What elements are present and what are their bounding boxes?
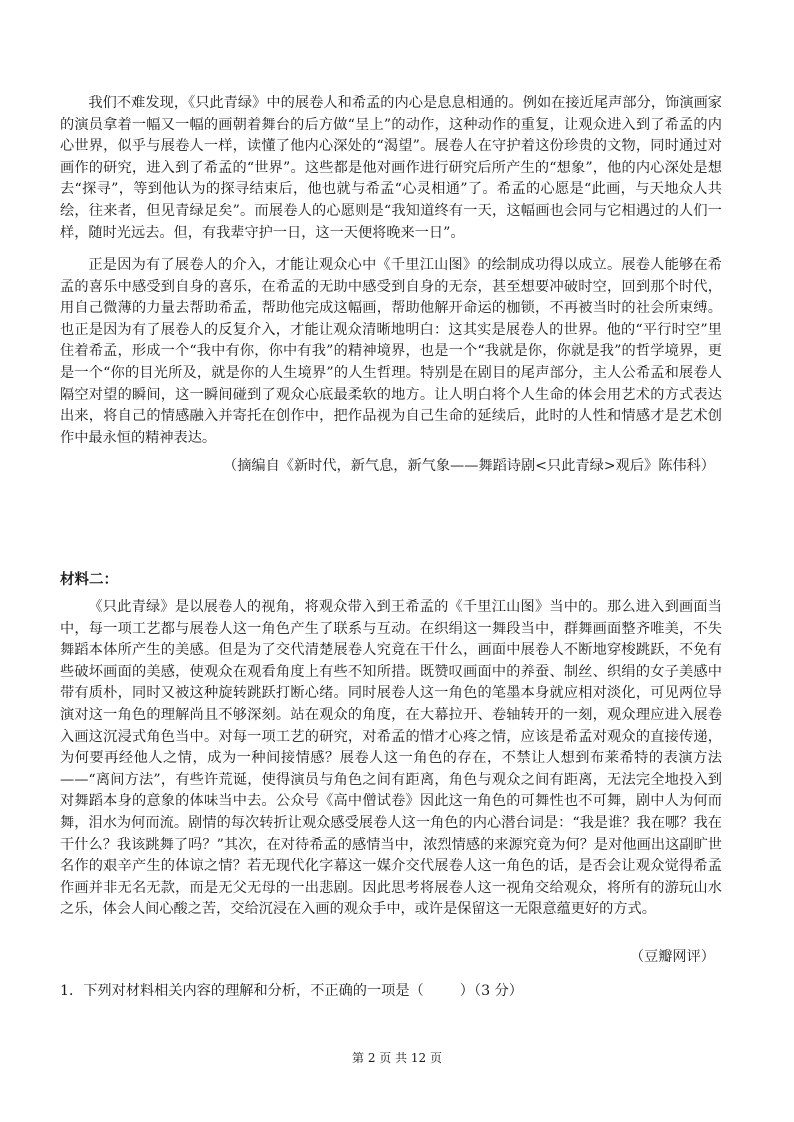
paragraph-material-two: 《只此青绿》是以展卷人的视角，将观众带入到王希孟的《千里江山图》当中的。那么进入到画面当中，每一项工艺都与展卷人这一角色产生了联系与互动。在织绢这一舞段当中，群舞画面整齐唯美，不失舞蹈本体所产生的美感。但是为了交代清楚展卷人究竟在干什么，画面中展卷人不断地穿梭跳跃，不免有些破坏画面的美感，使观众在观看角度上有些不知所措。既赞叹画面中的养蚕、制丝、织绢的女子美感中带有质朴，同时又被这种旋转跳跃打断心绪。同时展卷人这一角色的笔墨本身就应相对淡化，可见两位导演对这一角色的理解尚且不够深刻。站在观众的角度，在大幕拉开、卷轴转开的一刻，观众理应进入展卷入画这沉浸式角色当中。对每一项工艺的研究，对希孟的惜才心疼之情，应该是希孟对观众的直接传递，为何要再经他人之情，成为一种间接情感？展卷人这一角色的存在，不禁让人想到布莱希特的表演方法——“离间方法”，有些许荒诞，使得演员与角色之间有距离，角色与观众之间有距离，无法完全地投入到对舞蹈本身的意象的体味当中去。公众号《高中僧试卷》因此这一角色的可舞性也不可舞，剧中人为何而舞，泪水为何而流。剧情的每次转折让观众感受展卷人这一角色的内心潜台词是：“我是谁？我在哪？我在干什么？我该跳舞了吗？”其次，在对待希孟的感情当中，浓烈情感的来源究竟为何？是对他画出这副旷世名作的艰辛产生的体谅之情？若无现代化字幕这一媒介交代展卷人这一角色的话，是否会让观众觉得希孟作画并非无名无款，而是无父无母的一出悲剧。因此思考将展卷人这一视角交给观众，将所有的游玩山水之乐，体会人间心酸之苦，交给沉浸在入画的观众手中，或许是保留这一无限意蕴更好的方式。 [60, 599, 722, 918]
source-citation-one: （摘编自《新时代，新气息，新气象——舞蹈诗剧<只此青绿>观后》陈伟科） [223, 458, 715, 474]
paragraph-material-one-a: 我们不难发现，《只此青绿》中的展卷人和希孟的内心是息息相通的。例如在接近尾声部分，饰演画家的演员拿着一幅又一幅的画朝着舞台的后方做“呈上”的动作，这种动作的重复，让观众进入到了希孟的内心世界，似乎与展卷人一样，读懂了他内心深处的“渴望”。展卷人在守护着这份珍贵的文物，同时通过对画作的研究，进入到了希孟的“世界”。这些都是他对画作进行研究后所产生的“想象”，他的内心深处是想去“探寻”，等到他认为的探寻结束后，他也就与希孟“心灵相通”了。希孟的心愿是“此画，与天地众人共绘，往来者，但见青绿足矣”。而展卷人的心愿则是“我知道终有一天，这幅画也会同与它相遇过的人们一样，随时光远去。但，有我辈守护一日，这一天便将晚来一日”。 [60, 95, 722, 241]
page-footer: 第 2 页 共 12 页 [352, 1051, 442, 1065]
material-two-heading: 材料二： [60, 571, 118, 588]
source-citation-two: （豆瓣网评） [629, 949, 715, 965]
paragraph-material-one-b: 正是因为有了展卷人的介入，才能让观众心中《千里江山图》的绘制成功得以成立。展卷人能够在希孟的喜乐中感受到自身的喜乐，在希孟的无助中感受到自身的无奈，甚至想要冲破时空，回到那个时代，用自己微薄的力量去帮助希孟，帮助他完成这幅画，帮助他解开命运的枷锁，不再被当时的社会所束缚。也正是因为有了展卷人的反复介入，才能让观众清晰地明白：这其实是展卷人的世界。他的“平行时空”里住着希孟，形成一个“我中有你，你中有我”的精神境界，也是一个“我就是你，你就是我”的哲学境界，更是一个“你的目光所及，就是你的人生境界”的人生哲理。特别是在剧目的尾声部分，主人公希孟和展卷人隔空对望的瞬间，这一瞬间碰到了观众心底最柔软的地方。让人明白将个人生命的体会用艺术的方式表达出来，将自己的情感融入并寄托在创作中，把作品视为自己生命的延续后，此时的人性和情感才是艺术创作中最永恒的精神表达。 [60, 257, 722, 446]
question-one: 1．下列对材料相关内容的理解和分析，不正确的一项是（ ）（3 分） [60, 983, 523, 999]
